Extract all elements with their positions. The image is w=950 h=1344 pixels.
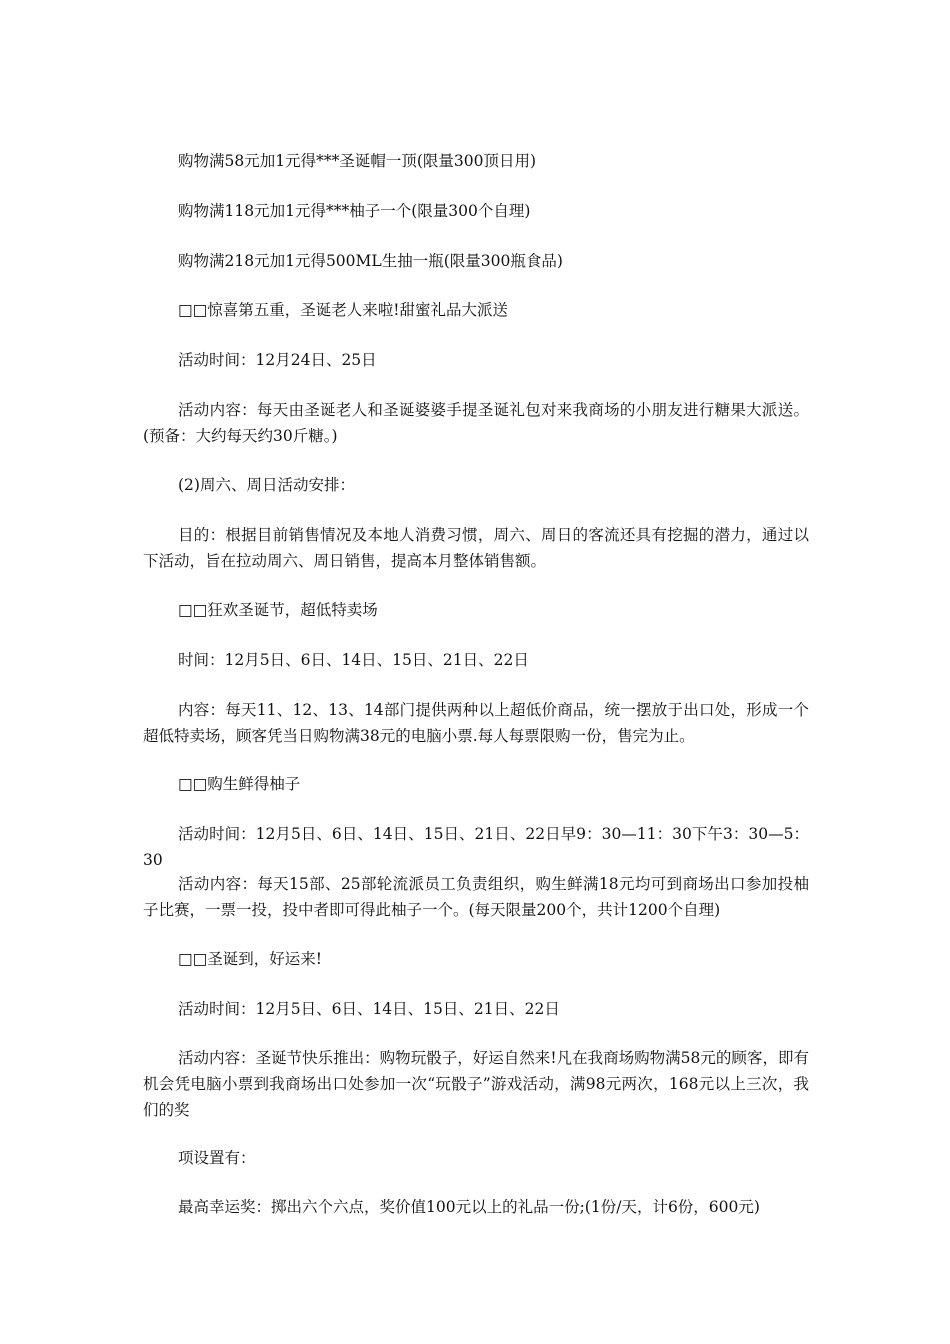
paragraph: 活动内容：圣诞节快乐推出：购物玩骰子，好运自然来!凡在我商场购物满58元的顾客，即有机会凭电脑小票到我商场出口处参加一次“玩骰子”游戏活动，满98元两次，168元以上三次，我们的奖 <box>143 1049 809 1119</box>
paragraph: 购物满118元加1元得***柚子一个(限量300个自理) <box>178 202 531 220</box>
paragraph: 最高幸运奖：掷出六个六点，奖价值100元以上的礼品一份;(1份/天，计6份，600元) <box>178 1198 760 1216</box>
paragraph: 项设置有： <box>178 1149 256 1167</box>
paragraph: 活动内容：每天由圣诞老人和圣诞婆婆手提圣诞礼包对来我商场的小朋友进行糖果大派送。(预备：大约每天约30斤糖。) <box>143 401 809 445</box>
paragraph: 购物满218元加1元得500ML生抽一瓶(限量300瓶食品) <box>178 252 563 270</box>
paragraph: 活动时间：12月5日、6日、14日、15日、21日、22日 <box>178 1000 560 1018</box>
section-heading: □□惊喜第五重，圣诞老人来啦!甜蜜礼品大派送 <box>178 301 509 319</box>
section-heading: □□狂欢圣诞节，超低特卖场 <box>178 601 378 619</box>
paragraph: 目的：根据目前销售情况及本地人消费习惯，周六、周日的客流还具有挖掘的潜力，通过以下活动，旨在拉动周六、周日销售，提高本月整体销售额。 <box>143 526 809 570</box>
paragraph: 活动时间：12月24日、25日 <box>178 351 377 369</box>
paragraph: 活动时间：12月5日、6日、14日、15日、21日、22日早9：30—11：30下午3：30—5：30 <box>143 825 809 869</box>
section-heading: (2)周六、周日活动安排： <box>178 476 355 494</box>
section-heading: □□圣诞到，好运来! <box>178 950 323 968</box>
section-heading: □□购生鲜得柚子 <box>178 775 301 793</box>
paragraph: 购物满58元加1元得***圣诞帽一顶(限量300顶日用) <box>178 152 537 170</box>
paragraph: 内容：每天11、12、13、14部门提供两种以上超低价商品，统一摆放于出口处，形成一个超低特卖场，顾客凭当日购物满38元的电脑小票.每人每票限购一份，售完为止。 <box>143 701 809 745</box>
paragraph: 活动内容：每天15部、25部轮流派员工负责组织，购生鲜满18元均可到商场出口参加投柚子比赛，一票一投，投中者即可得此柚子一个。(每天限量200个，共计1200个自理) <box>143 875 809 919</box>
paragraph: 时间：12月5日、6日、14日、15日、21日、22日 <box>178 651 529 669</box>
